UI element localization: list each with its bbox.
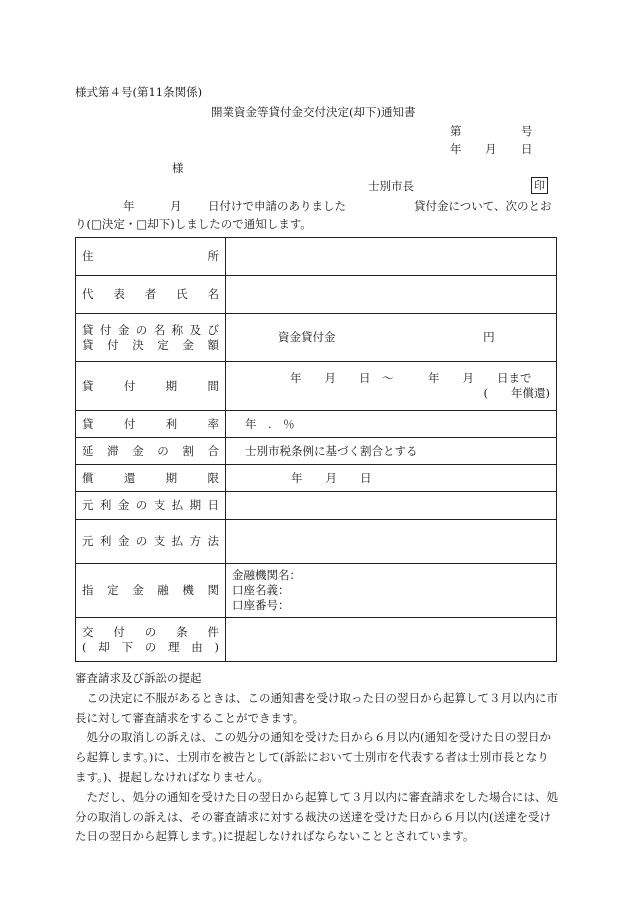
loan-table <box>75 237 557 662</box>
notes-heading: 審査請求及び訴訟の提起 <box>75 671 202 685</box>
label-repayment: 償還期限 <box>76 465 226 492</box>
intro-loan-text: 貸付金について、次のとお <box>414 199 552 213</box>
notes-paragraph-2: 処分の取消しの訴えは、この処分の通知を受けた日から６月以内(通知を受けた日の翌日から起算します。)に、士別市を被告として(訴訟において士別市を代表する者は士別市長となります。)、提起しなければなりません。 <box>75 730 551 784</box>
value-representative <box>226 276 557 314</box>
label-representative: 代表者氏名 <box>76 276 226 314</box>
bank-name-field: 金融機関名： <box>232 568 301 582</box>
row-representative <box>76 276 557 314</box>
label-loan-name-1: 貸付金の名称及び <box>82 322 219 337</box>
document-title: 開業資金等貸付金交付決定(却下)通知書 <box>211 105 416 119</box>
value-payment-method <box>226 520 557 564</box>
label-payment-date: 元利金の支払期日 <box>76 492 226 520</box>
row-late-fee <box>76 438 557 465</box>
value-late-fee <box>226 438 557 465</box>
value-bank <box>226 564 557 618</box>
label-period: 貸付期間 <box>76 362 226 411</box>
row-payment-date <box>76 492 557 520</box>
appeal-notes <box>75 669 559 847</box>
row-payment-method <box>76 520 557 564</box>
bank-account-holder-field: 口座名義： <box>232 583 290 597</box>
intro-month: 月 <box>170 199 182 213</box>
date-year: 年 <box>450 142 462 156</box>
date-month: 月 <box>485 142 497 156</box>
row-bank <box>76 564 557 618</box>
row-conditions <box>76 618 557 662</box>
bank-account-number-field: 口座番号： <box>232 598 290 612</box>
row-interest <box>76 411 557 438</box>
doc-number-go: 号 <box>521 124 533 138</box>
late-fee-text: 士別市税条例に基づく割合とする <box>245 443 418 458</box>
row-loan-name <box>76 314 557 362</box>
value-repayment <box>226 465 557 492</box>
value-address <box>226 238 557 276</box>
row-repayment <box>76 465 557 492</box>
loan-fund-text: 資金貸付金 <box>278 330 336 344</box>
intro-day-text: 日付けで申請のありました <box>208 199 346 213</box>
value-payment-date <box>226 492 557 520</box>
intro-year: 年 <box>123 199 135 213</box>
label-late-fee: 延滞金の割合 <box>76 438 226 465</box>
row-period <box>76 362 557 411</box>
label-bank: 指定金融機関 <box>76 564 226 618</box>
issuer: 士別市長 <box>368 179 414 193</box>
label-conditions <box>76 618 226 662</box>
doc-number-dai: 第 <box>450 124 462 138</box>
seal-stamp: 印 <box>531 177 548 194</box>
label-loan-name-2: 貸付決定金額 <box>82 337 219 352</box>
notes-paragraph-1: この決定に不服があるときは、この通知書を受け取った日の翌日から起算して３月以内に市長に対して審査請求をすることができます。 <box>75 690 558 725</box>
value-conditions <box>226 618 557 662</box>
label-conditions-2: (却下の理由) <box>82 639 219 654</box>
label-interest: 貸付利率 <box>76 411 226 438</box>
label-address: 住 所 <box>76 238 226 276</box>
value-interest <box>226 411 557 438</box>
date-day: 日 <box>521 142 533 156</box>
period-line2: ( 年償還) <box>483 386 550 400</box>
value-loan-name <box>226 314 557 362</box>
label-conditions-1: 交付の条件 <box>82 624 219 639</box>
label-loan-name <box>76 314 226 362</box>
addressee-suffix: 様 <box>172 161 184 175</box>
interest-text: 年 . ％ <box>245 416 295 431</box>
row-address <box>76 238 557 276</box>
repayment-text: 年 月 日 <box>291 470 372 485</box>
label-payment-method: 元利金の支払方法 <box>76 520 226 564</box>
value-period <box>226 362 557 411</box>
period-line1: 年 月 日 ～ 年 月 日まで <box>290 371 532 385</box>
intro-line2: り(□決定・□却下)しましたので通知します。 <box>75 217 312 231</box>
loan-yen-text: 円 <box>483 330 495 344</box>
form-number: 様式第４号(第11条関係) <box>75 85 203 99</box>
notes-paragraph-3: ただし、処分の通知を受けた日の翌日から起算して３月以内に審査請求をした場合には、処分の取消しの訴えは、その審査請求に対する裁決の送達を受けた日から６月以内(送達を受けた日の翌日から起算します。)に提起しなければならないこととされています。 <box>75 789 558 844</box>
